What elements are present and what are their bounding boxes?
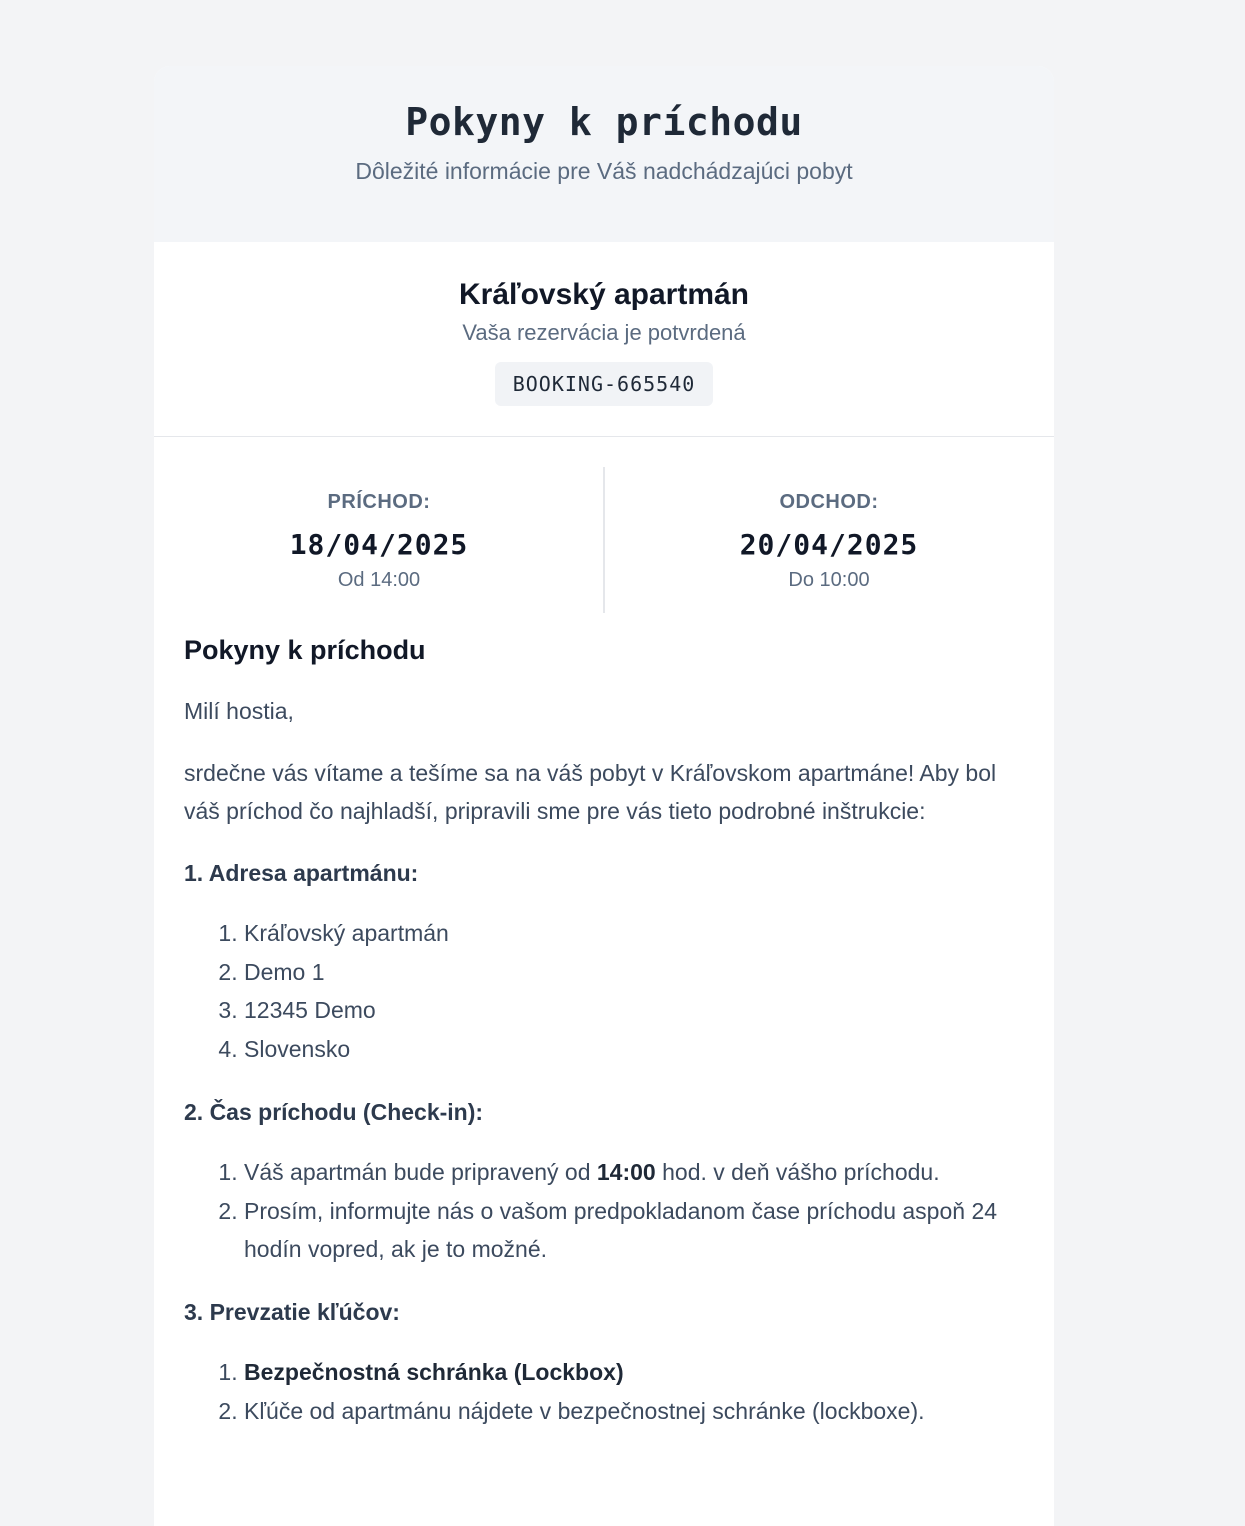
reservation-status: Vaša rezervácia je potvrdená <box>462 320 746 345</box>
checkin-card <box>154 66 1054 1526</box>
checkin-section-title: 2. Čas príchodu (Check-in): <box>184 1098 484 1125</box>
departure-block <box>604 467 1054 592</box>
arrival-time: Od 14:00 <box>337 569 421 591</box>
arrival-date: 18/04/2025 <box>289 528 469 561</box>
departure-label: ODCHOD: <box>779 491 879 513</box>
address-list <box>184 914 1024 1069</box>
departure-date: 20/04/2025 <box>739 528 919 561</box>
instructions-heading: Pokyny k príchodu <box>184 635 426 665</box>
checkin-list <box>184 1153 1024 1269</box>
departure-time: Do 10:00 <box>788 569 870 591</box>
lockbox-title: Bezpečnostná schránka (Lockbox) <box>244 1358 624 1385</box>
page-subtitle: Dôležité informácie pre Váš nadchádzajúci pobyt <box>355 158 853 184</box>
header <box>154 66 1054 242</box>
property-summary <box>154 242 1054 437</box>
address-section-title: 1. Adresa apartmánu: <box>184 860 419 886</box>
checkin-text-pre: Váš apartmán bude pripravený od <box>244 1158 597 1185</box>
checkin-text-post: hod. v deň vášho príchodu. <box>655 1158 940 1185</box>
list-item: 3. 12345 Demo <box>244 991 1024 1030</box>
list-item: 2. Kľúče od apartmánu nájdete v bezpečnostnej schránke (lockboxe). <box>244 1392 1024 1431</box>
list-item: 1. Kráľovský apartmán <box>244 914 1024 953</box>
booking-code-badge: BOOKING-665540 <box>495 362 714 406</box>
keys-list <box>184 1353 1024 1430</box>
checkin-time: 14:00 <box>596 1158 656 1185</box>
keys-section-title: 3. Prevzatie kľúčov: <box>184 1298 400 1325</box>
page-title: Pokyny k príchodu <box>405 100 803 144</box>
greeting: Milí hostia, <box>184 698 294 724</box>
intro-text: srdečne vás vítame a tešíme sa na váš pobyt v Kráľovskom apartmáne! Aby bol váš príchod čo najhladší, pripravili sme pre vás tieto podrobné inštrukcie: <box>184 760 997 824</box>
list-item: 2. Prosím, informujte nás o vašom predpokladanom čase príchodu aspoň 24 hodín vopred, ak je to možné. <box>244 1192 1024 1269</box>
property-name: Kráľovský apartmán <box>458 278 750 311</box>
list-item <box>244 1153 1024 1192</box>
instructions-content <box>154 635 1054 1430</box>
arrival-block <box>154 467 604 592</box>
list-item <box>244 1353 1024 1392</box>
list-item: 2. Demo 1 <box>244 953 1024 992</box>
list-item: 4. Slovensko <box>244 1030 1024 1069</box>
arrival-label: PRÍCHOD: <box>327 491 431 513</box>
stay-dates <box>154 467 1054 643</box>
